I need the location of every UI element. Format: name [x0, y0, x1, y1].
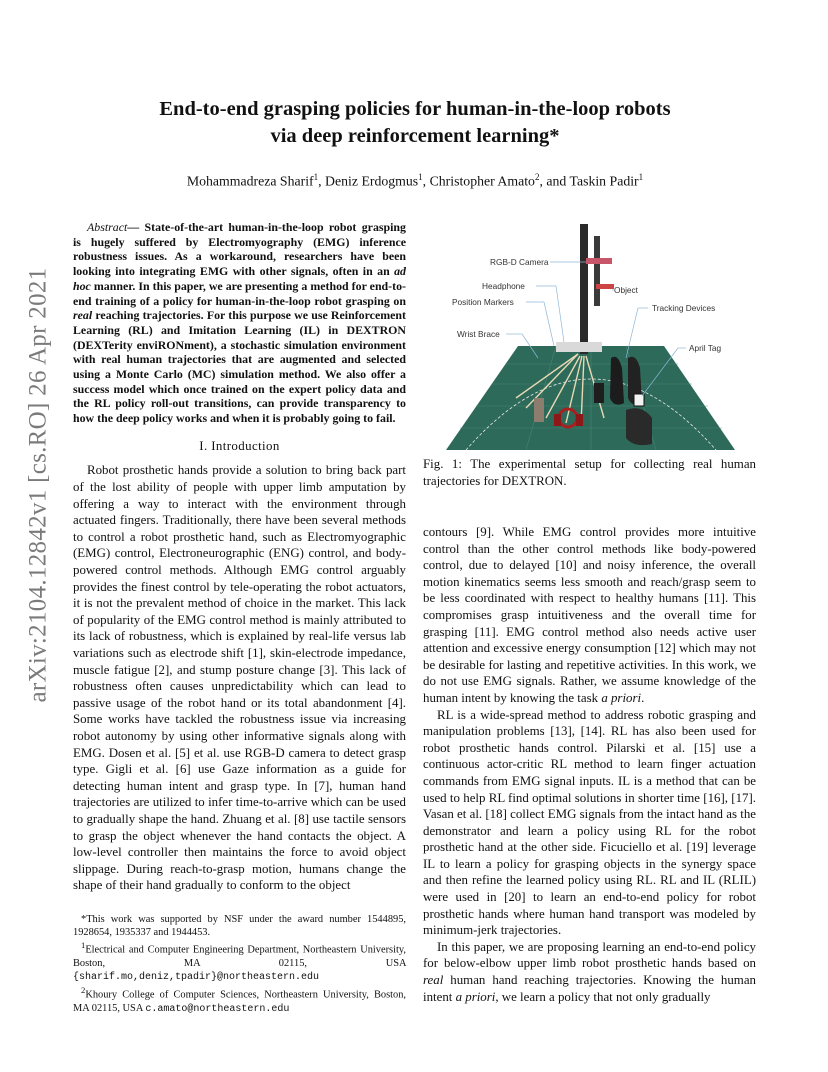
camera-pole [580, 224, 588, 354]
title-line-1: End-to-end grasping policies for human-in-the-loop robots [159, 98, 671, 120]
tracking-device [594, 383, 604, 403]
funding-footnote: *This work was supported by NSF under the award number 1544895, 1928654, 1935337 and 1944453. [73, 913, 406, 938]
rgbd-camera [586, 258, 612, 264]
paper-title [110, 96, 720, 150]
author-separator: , and [539, 173, 570, 189]
label-headphone: Headphone [482, 281, 525, 291]
label-april-tag: April Tag [689, 343, 722, 353]
base-block [556, 342, 602, 352]
abstract-text: manner. In this paper, we are presenting a method for end-to-end training of a policy for human-in-the-loop robot grasping on [73, 278, 406, 308]
right-column [423, 524, 756, 1005]
author-name: Taskin Padir [569, 173, 639, 189]
green-mat [446, 346, 735, 450]
body-paragraph: RL is a wide-spread method to address robotic grasping and manipulation problems [13], [14]. RL has also been used for robot prosthetic hands control. Pilarski et al. [15] use a continuous actor-critic RL method to learn finger actuation commands from EMG signal inputs. IL is a method that can be used to help RL find optimal solutions in shorter time [16], [17]. Vasan et al. [18] collect EMG signals from the intact hand as the demonstrator and learn a policy using RL for the robot prosthetic hand at the other side. Ficuciello et al. [19] leverage IL to learn a policy for grasping objects in the synergy space and then refine the learned policy using RL. RL and IL (RLIL) were used in [20] to learn an end-to-end policy for robot prosthetic hands where human hand transport was modeled by minimum-jerk trajectories. [423, 707, 756, 938]
abstract [73, 220, 406, 426]
body-paragraph: In this paper, we are proposing learning an end-to-end policy for below-elbow upper limb robot prosthetic hands based on real human hand reaching trajectories. Knowing the human intent a priori, we learn a policy that not only gradually [423, 939, 756, 1004]
author-affiliation: 2 [534, 172, 540, 182]
abstract-dash: — [127, 220, 145, 234]
experimental-setup-photo [446, 218, 735, 450]
author-name: Deniz Erdogmus [325, 173, 419, 189]
label-tracking-devices: Tracking Devices [652, 303, 716, 313]
object [596, 284, 614, 289]
label-object: Object [614, 285, 638, 295]
author-separator: , [318, 173, 326, 189]
abstract-label: Abstract [87, 220, 128, 234]
emphasis: real [423, 973, 444, 988]
email-address: {sharif.mo,deniz,tpadir}@northeastern.edu [73, 971, 320, 983]
bottle [534, 398, 544, 422]
emphasis: a priori [455, 989, 496, 1004]
abstract-text: reaching trajectories. For this purpose we use Reinforcement Learning (RL) and Imitation Learning (IL) in DEXTRON (DEXTerity enviRONment), a stochastic simulation environment with real human trajectories that are augmented and selected using a Monte Carlo (MC) simulation method. We also offer a success model which once trained on the expert policy data and the RL policy roll-out transitions, can provide transparency to how the deep policy works and when it is probably going to fail. [73, 308, 406, 426]
affiliation-footnote-2: $^2$Khoury College of Computer Sciences, Northeastern University, Boston, MA 02115, USA c.amato@northeastern.edu [73, 985, 406, 1015]
label-wrist-brace: Wrist Brace [457, 329, 500, 339]
author-list [90, 172, 740, 190]
emphasis: a priori [601, 690, 642, 705]
author-affiliation: 1 [313, 172, 319, 182]
label-position-markers: Position Markers [452, 297, 514, 307]
body-paragraph: contours [9]. While EMG control provides more intuitive control than the other control methods like body-powered control, due to delayed [10] and noisy inference, the overall motion kinematics seems less smooth and reach/grasp seem to be less coordinated with respect to healthy humans [11]. This compromises grasp intuitiveness and the overall time for grasping [11]. EMG control method also needs active user attention and excessive energy consumption [12] which may not be desirable for lasting and repetitive activities. In this work, we do not use EMG signals. Rather, we assume knowledge of the human intent by knowing the task a priori. [423, 525, 756, 705]
author-name: Christopher Amato [429, 173, 535, 189]
label-rgbd-camera: RGB-D Camera [490, 257, 549, 267]
intro-paragraph: Robot prosthetic hands provide a solution to bring back part of the lost ability of people with upper limb amputation by offering a way to interact with the environment through actuated fingers. Traditionally, there have been several methods to control a robot prosthetic hand, such as Electromyographic (EMG) control, Electroneurographic (ENG) control, and body-powered control methods. Although EMG control arguably provides the finest control by tele-operating the robot actuators, it is not the prevalent method of choice in the market. This lack of popularity of the EMG control method is mainly attributed to its lack of robustness, which is explained by real-life versus lab variations such as electrode shift [1], skin-electrode impedance, muscle fatigue [2], and stump posture change [3]. This lack of robustness often causes unpredictability which can lead to passive usage of the robot hand or its total abandonment [4]. Some works have tackled the robustness issue via increasing robot autonomy by using other informative signals along with EMG. Dosen et al. [5] et al. use RGB-D camera to detect grasp type. Gigli et al. [6] use Gaze information as a guide for detecting human intent and grasp type. In [7], human hand trajectories are utilized to infer time-to-arrive which can be used to gradually shape the hand. Zhuang et al. [8] use tactile sensors to grasp the object whenever the hand contacts the object. A low-level controller then maintains the force to avoid object slippage. During reach-to-grasp motion, humans change the shape of their hand gradually to conform to the object [73, 463, 406, 893]
author-separator: , [422, 173, 430, 189]
abstract-text: State-of-the-art human-in-the-loop robot grasping is hugely suffered by Electromyography (EMG) inference robustness issues. As a workaround, researchers have been looking into integrating EMG with other signals, often in an [73, 220, 406, 279]
abstract-emphasis: real [73, 308, 93, 323]
section-heading: I. Introduction [199, 438, 280, 453]
author-affiliation: 1 [418, 172, 423, 182]
glove [626, 408, 652, 445]
abstract-emphasis: ad hoc [73, 264, 406, 293]
author-name: Mohammadreza Sharif [186, 173, 314, 189]
affiliation-footnote-1: $^1$Electrical and Computer Engineering Department, Northeastern University, Boston, MA 02115, USA {sharif.mo,deniz,tpadir}@northeastern.edu [73, 940, 406, 983]
figure-caption: Fig. 1: The experimental setup for collecting real human trajectories for DEXTRON. [423, 457, 756, 488]
email-address: c.amato@northeastern.edu [145, 1003, 290, 1015]
title-line-2: via deep reinforcement learning* [270, 125, 560, 147]
author-affiliation: 1 [638, 172, 644, 182]
figure-1 [446, 218, 735, 450]
arxiv-identifier: arXiv:2104.12842v1 [cs.RO] 26 Apr 2021 [24, 267, 52, 703]
left-column [73, 220, 406, 1016]
footnotes [73, 914, 406, 1017]
